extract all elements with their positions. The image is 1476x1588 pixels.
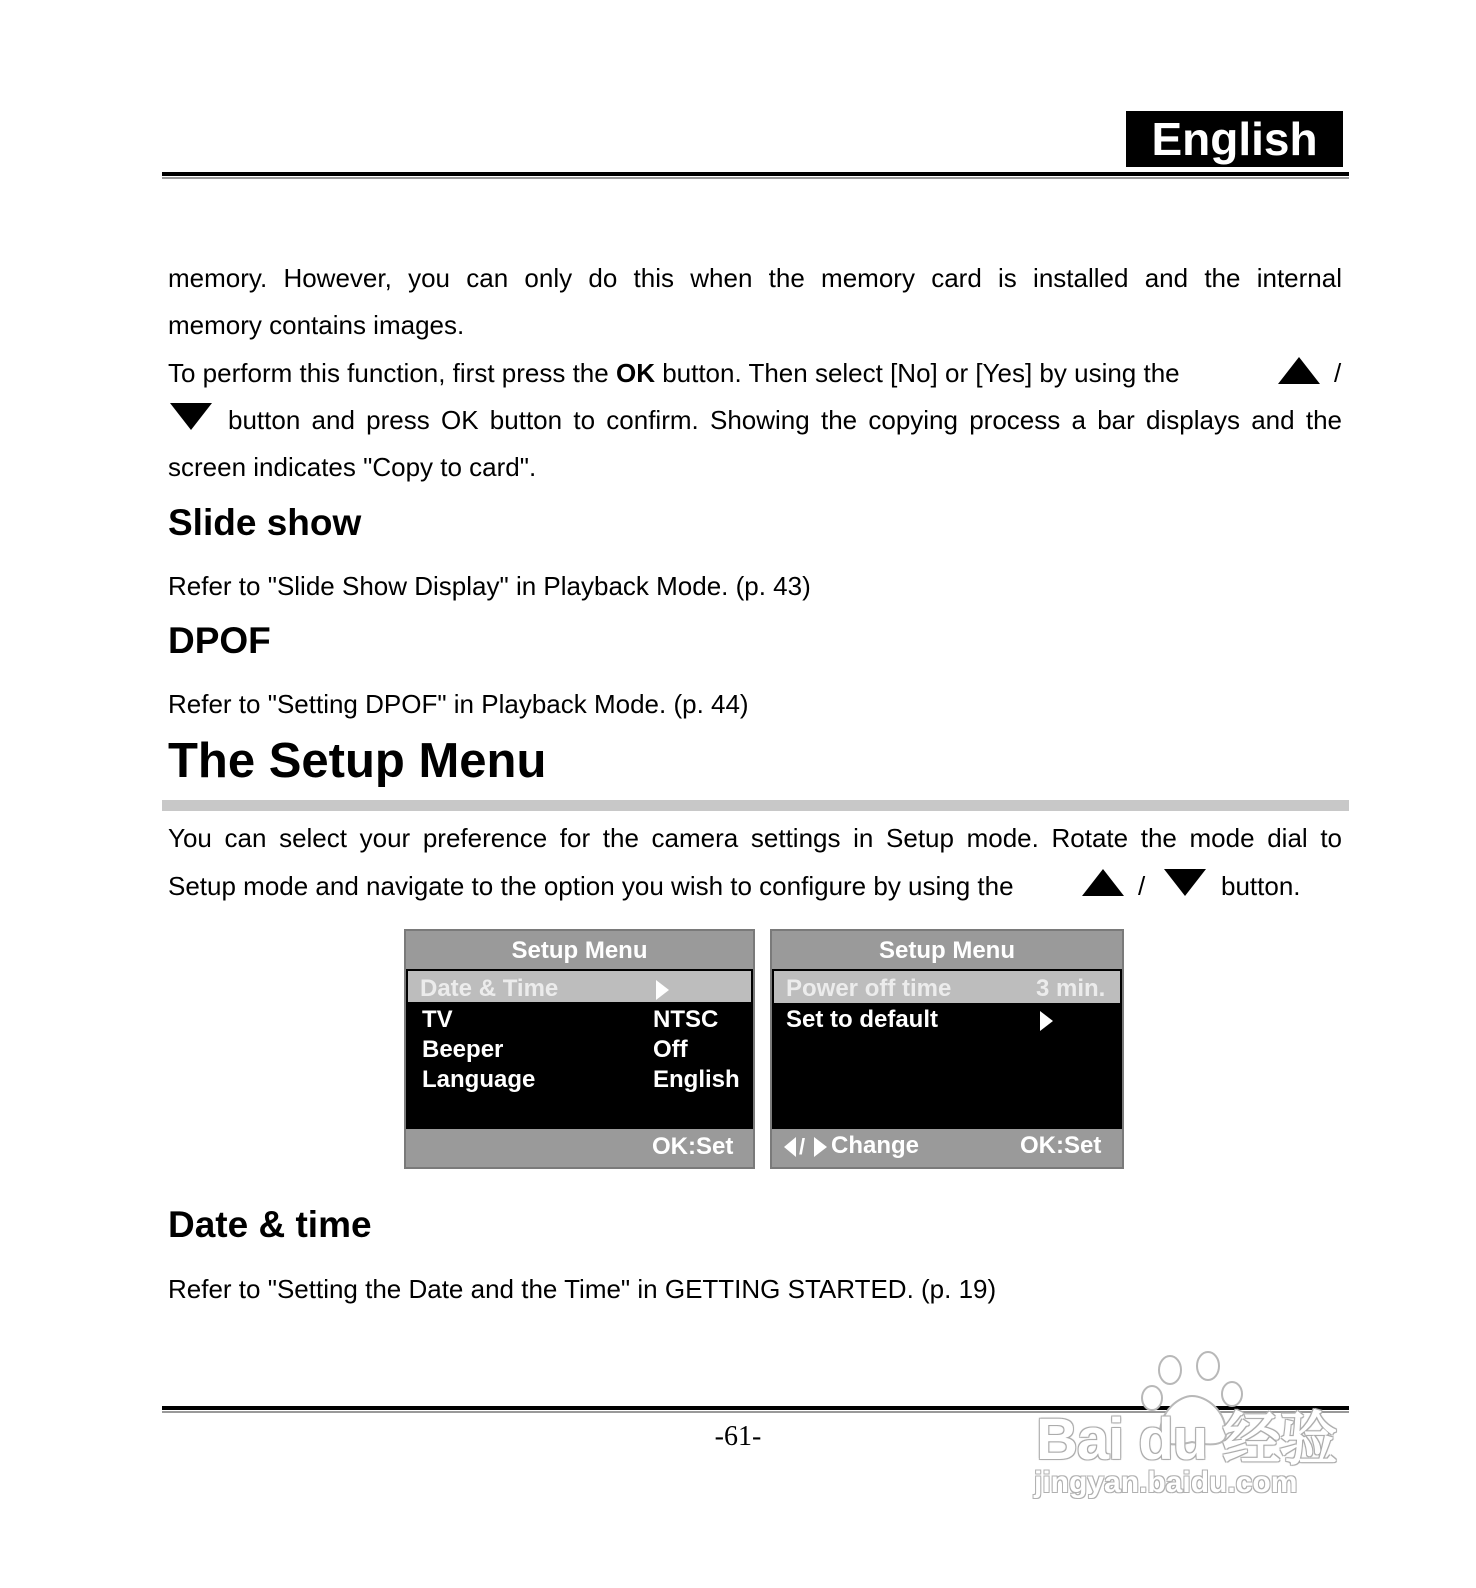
intro-line-3 [168, 350, 1342, 397]
screen-title: Setup Menu [879, 937, 1015, 964]
menu-item-set-to-default[interactable]: Set to default [786, 1006, 939, 1033]
intro-line-5: screen indicates "Copy to card". [168, 452, 537, 482]
intro-line-1: memory. However, you can only do this when the memory card is installed and the internal [168, 263, 1342, 293]
intro-line-4: button and press OK button to confirm. Showing the copying process a bar displays and the [228, 405, 1342, 435]
submenu-arrow-icon [656, 980, 669, 1000]
section-rule [162, 800, 1349, 811]
ok-set-hint: OK:Set [652, 1133, 734, 1160]
screen-title: Setup Menu [511, 937, 648, 964]
menu-value-power-off-time: 3 min. [1036, 975, 1106, 1002]
down-arrow-icon [170, 403, 212, 430]
page-number: -61- [714, 1421, 762, 1452]
menu-value-beeper: Off [653, 1036, 688, 1063]
watermark-url: jingyan.baidu.com [1034, 1466, 1298, 1499]
left-right-separator: / [799, 1134, 806, 1159]
slide-show-heading: Slide show [168, 502, 362, 543]
setup-line-1: You can select your preference for the camera settings in Setup mode. Rotate the mode dial to [168, 823, 1342, 853]
arrow-separator: / [1334, 358, 1342, 388]
down-arrow-icon [1164, 869, 1206, 896]
setup-menu-screen-1 [404, 929, 755, 1169]
menu-item-date-time[interactable]: Date & Time [420, 975, 559, 1002]
date-time-heading: Date & time [168, 1204, 372, 1245]
up-arrow-icon [1278, 357, 1320, 384]
header-rule [162, 172, 1349, 176]
setup-line-2: Setup mode and navigate to the option you wish to configure by using the [168, 871, 1014, 901]
up-arrow-icon [1082, 869, 1124, 896]
left-arrow-icon [784, 1137, 796, 1157]
arrow-separator: / [1138, 871, 1146, 901]
intro-line-3-a: To perform this function, first press the [168, 358, 616, 388]
dpof-heading: DPOF [168, 620, 271, 661]
intro-line-2: memory contains images. [168, 310, 465, 340]
menu-value-tv: NTSC [653, 1006, 719, 1033]
menu-item-tv[interactable]: TV [422, 1006, 453, 1033]
change-hint: Change [831, 1132, 920, 1159]
ok-set-hint: OK:Set [1020, 1132, 1102, 1159]
menu-value-language: English [653, 1066, 740, 1093]
setup-menu-heading: The Setup Menu [168, 734, 547, 788]
submenu-arrow-icon [1040, 1011, 1053, 1031]
menu-item-beeper[interactable]: Beeper [422, 1036, 504, 1063]
watermark-logo: Bai du 经验 [1036, 1407, 1337, 1472]
setup-line-2-end: button. [1221, 871, 1301, 901]
setup-menu-screen-2 [770, 929, 1124, 1169]
ok-keyword: OK [615, 358, 655, 388]
header-rule-shadow [162, 177, 1349, 179]
menu-item-language[interactable]: Language [422, 1066, 536, 1093]
slide-show-text: Refer to "Slide Show Display" in Playback Mode. (p. 43) [168, 571, 811, 601]
date-time-text: Refer to "Setting the Date and the Time" in GETTING STARTED. (p. 19) [168, 1274, 997, 1304]
language-badge: English [1126, 111, 1343, 167]
right-arrow-icon [814, 1137, 827, 1157]
intro-line-3-c: button. Then select [No] or [Yes] by using the [654, 358, 1180, 388]
dpof-text: Refer to "Setting DPOF" in Playback Mode. (p. 44) [168, 689, 749, 719]
menu-item-power-off-time[interactable]: Power off time [786, 975, 952, 1002]
